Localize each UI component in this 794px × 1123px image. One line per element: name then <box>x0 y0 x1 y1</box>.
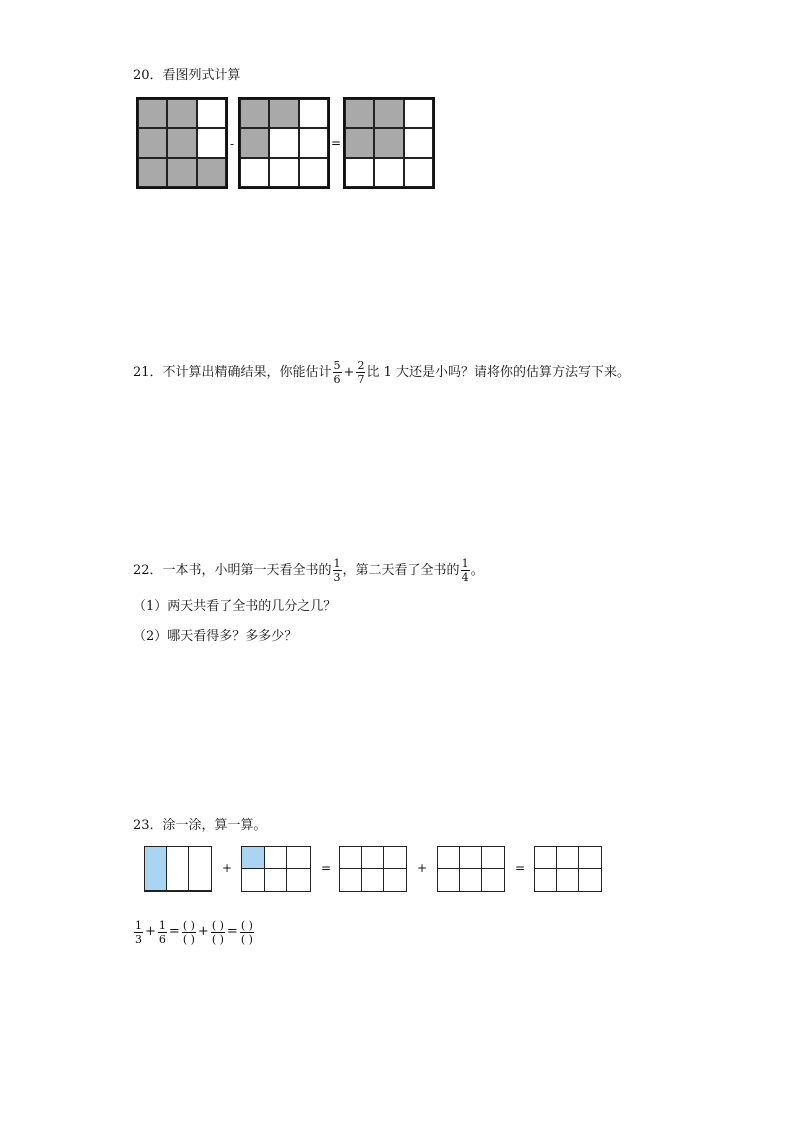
blank-part <box>287 869 310 891</box>
blank-cell <box>374 158 403 187</box>
fraction-denominator: 6 <box>158 932 166 946</box>
blank-cell <box>269 128 298 157</box>
plus-sign: + <box>197 924 209 939</box>
equals-sign: = <box>168 924 180 939</box>
fraction-numerator: 5 <box>333 359 341 372</box>
shaded-cell <box>269 99 298 128</box>
shaded-cell <box>167 99 196 128</box>
blank-part[interactable] <box>460 847 482 869</box>
fraction-2-7 <box>356 360 365 385</box>
shaded-part <box>145 847 167 891</box>
fraction-numerator: 2 <box>357 359 365 372</box>
fraction-numerator: 1 <box>135 918 142 932</box>
minus-sign: - <box>230 137 235 151</box>
equals-sign: = <box>515 861 526 875</box>
q20-grid-2 <box>238 97 330 189</box>
blank-part[interactable] <box>535 869 557 891</box>
blank-cell <box>404 128 433 157</box>
fraction-numerator: 1 <box>333 557 341 570</box>
blank-part[interactable] <box>340 869 362 891</box>
fraction-numerator: 1 <box>158 918 166 932</box>
q22-text-end: 。 <box>470 563 484 578</box>
blank-part[interactable] <box>557 869 579 891</box>
q23-box-blank-3[interactable] <box>534 846 602 892</box>
q22-text-mid: ，第二天看了全书的 <box>342 563 460 578</box>
blank-denominator[interactable]: ( ) <box>182 932 195 946</box>
q23-box-blank-1[interactable] <box>339 846 407 892</box>
fraction-denominator: 6 <box>333 373 341 386</box>
blank-part[interactable] <box>579 847 601 869</box>
blank-cell <box>269 158 298 187</box>
q22-sub-question-1: （1）两天共看了全书的几分之几？ <box>133 599 337 614</box>
blank-part[interactable] <box>438 869 460 891</box>
equals-sign: = <box>321 861 332 875</box>
fraction-numerator: 1 <box>461 557 469 570</box>
blank-numerator[interactable]: ( ) <box>211 918 224 932</box>
shaded-cell <box>138 128 167 157</box>
shaded-cell <box>345 128 374 157</box>
fraction-1-3 <box>134 920 143 945</box>
q23-box-sixths <box>241 846 311 892</box>
blank-part <box>265 869 288 891</box>
plus-sign: + <box>145 924 156 939</box>
blank-cell <box>345 158 374 187</box>
q23-title: 23．涂一涂，算一算。 <box>133 818 267 833</box>
shaded-cell <box>167 158 196 187</box>
blank-denominator[interactable]: ( ) <box>240 932 253 946</box>
blank-part[interactable] <box>557 847 579 869</box>
blank-numerator[interactable]: ( ) <box>240 918 253 932</box>
blank-part <box>265 847 288 869</box>
blank-cell <box>240 158 269 187</box>
blank-part[interactable] <box>535 847 557 869</box>
shaded-cell <box>374 128 403 157</box>
q21-text-after: 比 1 大还是小吗？请将你的估算方法写下来。 <box>366 365 630 380</box>
q20-grid-3 <box>343 97 435 189</box>
shaded-cell <box>197 158 226 187</box>
blank-part[interactable] <box>340 847 362 869</box>
q22-text-before: 22．一本书，小明第一天看全书的 <box>133 563 332 578</box>
q23-box-blank-2[interactable] <box>437 846 505 892</box>
blank-part[interactable] <box>384 869 406 891</box>
answer-fraction-1[interactable] <box>182 920 196 945</box>
fraction-1-3 <box>333 558 342 583</box>
fraction-1-6 <box>158 920 167 945</box>
fraction-5-6 <box>333 360 342 385</box>
q23-equation <box>133 913 255 952</box>
blank-part[interactable] <box>482 847 504 869</box>
shaded-cell <box>374 99 403 128</box>
answer-fraction-2[interactable] <box>211 920 225 945</box>
blank-denominator[interactable]: ( ) <box>211 932 224 946</box>
equals-sign: = <box>226 924 238 939</box>
shaded-part <box>242 847 265 869</box>
q22-question <box>133 558 484 583</box>
blank-cell <box>197 128 226 157</box>
q22-sub-question-2: （2）哪天看得多？多多少？ <box>133 629 298 644</box>
equals-sign: = <box>331 136 342 150</box>
blank-part[interactable] <box>384 847 406 869</box>
shaded-cell <box>240 128 269 157</box>
fraction-1-4 <box>461 558 470 583</box>
plus-sign: + <box>343 364 355 380</box>
blank-part <box>167 847 189 891</box>
blank-part[interactable] <box>482 869 504 891</box>
fraction-denominator: 3 <box>135 932 142 946</box>
q20-grid-1 <box>136 97 228 189</box>
answer-fraction-3[interactable] <box>240 920 254 945</box>
blank-cell <box>299 128 328 157</box>
q20-title: 20．看图列式计算 <box>133 68 241 83</box>
shaded-cell <box>167 128 196 157</box>
plus-sign: + <box>222 861 233 875</box>
blank-cell <box>197 99 226 128</box>
fraction-denominator: 7 <box>357 373 365 386</box>
blank-part[interactable] <box>438 847 460 869</box>
fraction-denominator: 3 <box>333 571 341 584</box>
blank-part[interactable] <box>579 869 601 891</box>
blank-cell <box>299 99 328 128</box>
plus-sign: + <box>417 861 428 875</box>
q23-box-thirds <box>144 846 212 892</box>
blank-part <box>287 847 310 869</box>
blank-cell <box>404 158 433 187</box>
q21-text-before: 21．不计算出精确结果，你能估计 <box>133 365 332 380</box>
blank-cell <box>299 158 328 187</box>
shaded-cell <box>345 99 374 128</box>
blank-part[interactable] <box>362 869 384 891</box>
q21-question <box>133 360 630 385</box>
shaded-cell <box>240 99 269 128</box>
blank-part[interactable] <box>460 869 482 891</box>
fraction-denominator: 4 <box>461 571 469 584</box>
blank-part <box>242 869 265 891</box>
blank-numerator[interactable]: ( ) <box>182 918 195 932</box>
blank-part <box>189 847 211 891</box>
shaded-cell <box>138 99 167 128</box>
blank-part[interactable] <box>362 847 384 869</box>
blank-cell <box>404 99 433 128</box>
shaded-cell <box>138 158 167 187</box>
